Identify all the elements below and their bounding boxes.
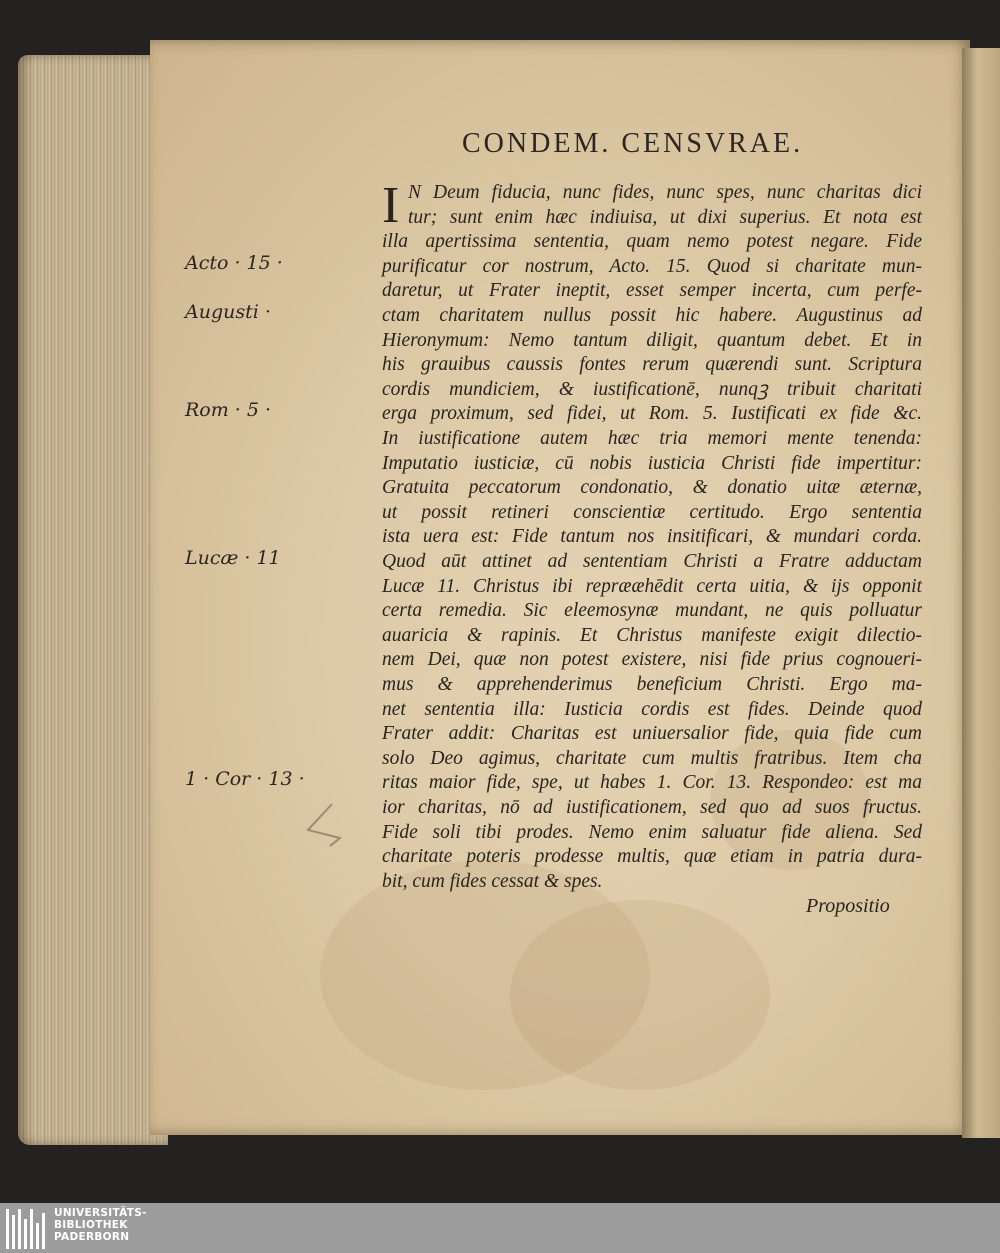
margin-note: 1 · Cor · 13 ·: [185, 768, 305, 791]
text-line: tur; sunt enim hæc indiuisa, ut dixi superius. Et nota est: [408, 206, 922, 228]
text-line: Fide soli tibi prodes. Nemo enim saluatur fide aliena. Sed: [382, 821, 922, 843]
text-line: Imputatio iusticiæ, cū nobis iusticia Christi fide impertitur:: [382, 452, 922, 474]
pencil-mark-icon: [300, 800, 360, 850]
text-line: ctam charitatem nullus possit hic habere. Augustinus ad: [382, 305, 922, 326]
text-line: N Deum fiducia, nunc fides, nunc spes, nunc charitas dici: [408, 182, 922, 203]
library-logo-icon: [6, 1209, 48, 1249]
text-line: auaricia & rapinis. Et Christus manifeste exigit dilectio-: [382, 624, 922, 646]
text-line: Lucæ 11. Christus ibi reprææhēdit certa uitia, & ijs opponit: [382, 575, 922, 597]
text-line: ut possit retineri conscientiæ certitudo. Ergo sententia: [382, 501, 922, 523]
margin-note: Rom · 5 ·: [185, 399, 272, 422]
margin-note: Acto · 15 ·: [185, 251, 283, 274]
drop-cap: I: [382, 177, 400, 234]
library-footer: [0, 1203, 1000, 1253]
facing-page-edge: [962, 48, 1000, 1138]
text-line: illa apertissima sententia, quam nemo potest negare. Fide: [382, 231, 922, 253]
text-line: ista uera est: Fide tantum nos insitificari, & mundari corda.: [382, 526, 922, 548]
library-name-line2: BIBLIOTHEK: [54, 1219, 128, 1231]
text-line: net sententia illa: Iusticia cordis est fides. Deinde quod: [382, 698, 922, 720]
library-name-line1: UNIVERSITÄTS-: [54, 1207, 147, 1219]
text-line: nem Dei, quæ non potest existere, nisi fide prius cognoueri-: [382, 649, 922, 671]
library-name: [54, 1207, 147, 1243]
text-line: daretur, ut Frater ineptit, esset semper incerta, cum perfe-: [382, 280, 922, 302]
text-line: purificatur cor nostrum, Acto. 15. Quod si charitate mun-: [382, 255, 922, 277]
text-line: Gratuita peccatorum condonatio, & donatio uitæ æternæ,: [382, 477, 922, 499]
text-line: ritas maior fide, spe, ut habes 1. Cor. 13. Respondeo: est ma: [382, 772, 922, 794]
text-line: charitate poteris prodesse multis, quæ etiam in patria dura-: [382, 846, 922, 868]
text-line: mus & apprehenderimus beneficium Christi. Ergo ma-: [382, 674, 922, 695]
text-line: bit, cum fides cessat & spes.: [382, 870, 603, 892]
text-line: erga proximum, sed fidei, ut Rom. 5. Iustificati ex fide &c.: [382, 403, 922, 425]
text-line: certa remedia. Sic eleemosynæ mundant, ne quis polluatur: [382, 600, 922, 622]
library-name-line3: PADERBORN: [54, 1231, 130, 1243]
catchword: Propositio: [806, 895, 890, 917]
margin-note: Lucæ · 11: [185, 547, 281, 569]
text-line: Hieronymum: Nemo tantum diligit, quantum debet. Et in: [382, 329, 922, 351]
text-line: solo Deo agimus, charitate cum multis fratribus. Item cha: [382, 747, 922, 769]
margin-note: Augusti ·: [185, 301, 271, 323]
text-line: ior charitas, nō ad iustificationem, sed quo ad suos fructus.: [382, 797, 922, 818]
text-line: Frater addit: Charitas est uniuersalior fide, quia fide cum: [382, 723, 922, 745]
page-edges: [18, 55, 168, 1145]
text-line: his grauibus caussis fontes rerum quærendi sunt. Scriptura: [382, 354, 922, 376]
text-line: In iustificatione autem hæc tria memori mente tenenda:: [382, 428, 922, 449]
running-head: CONDEM. CENSVRAE.: [462, 128, 804, 159]
text-line: Quod aūt attinet ad sententiam Christi a Fratre adductam: [382, 551, 922, 572]
text-line: cordis mundiciem, & iustificationē, nunqꝫ tribuit charitati: [382, 378, 922, 400]
